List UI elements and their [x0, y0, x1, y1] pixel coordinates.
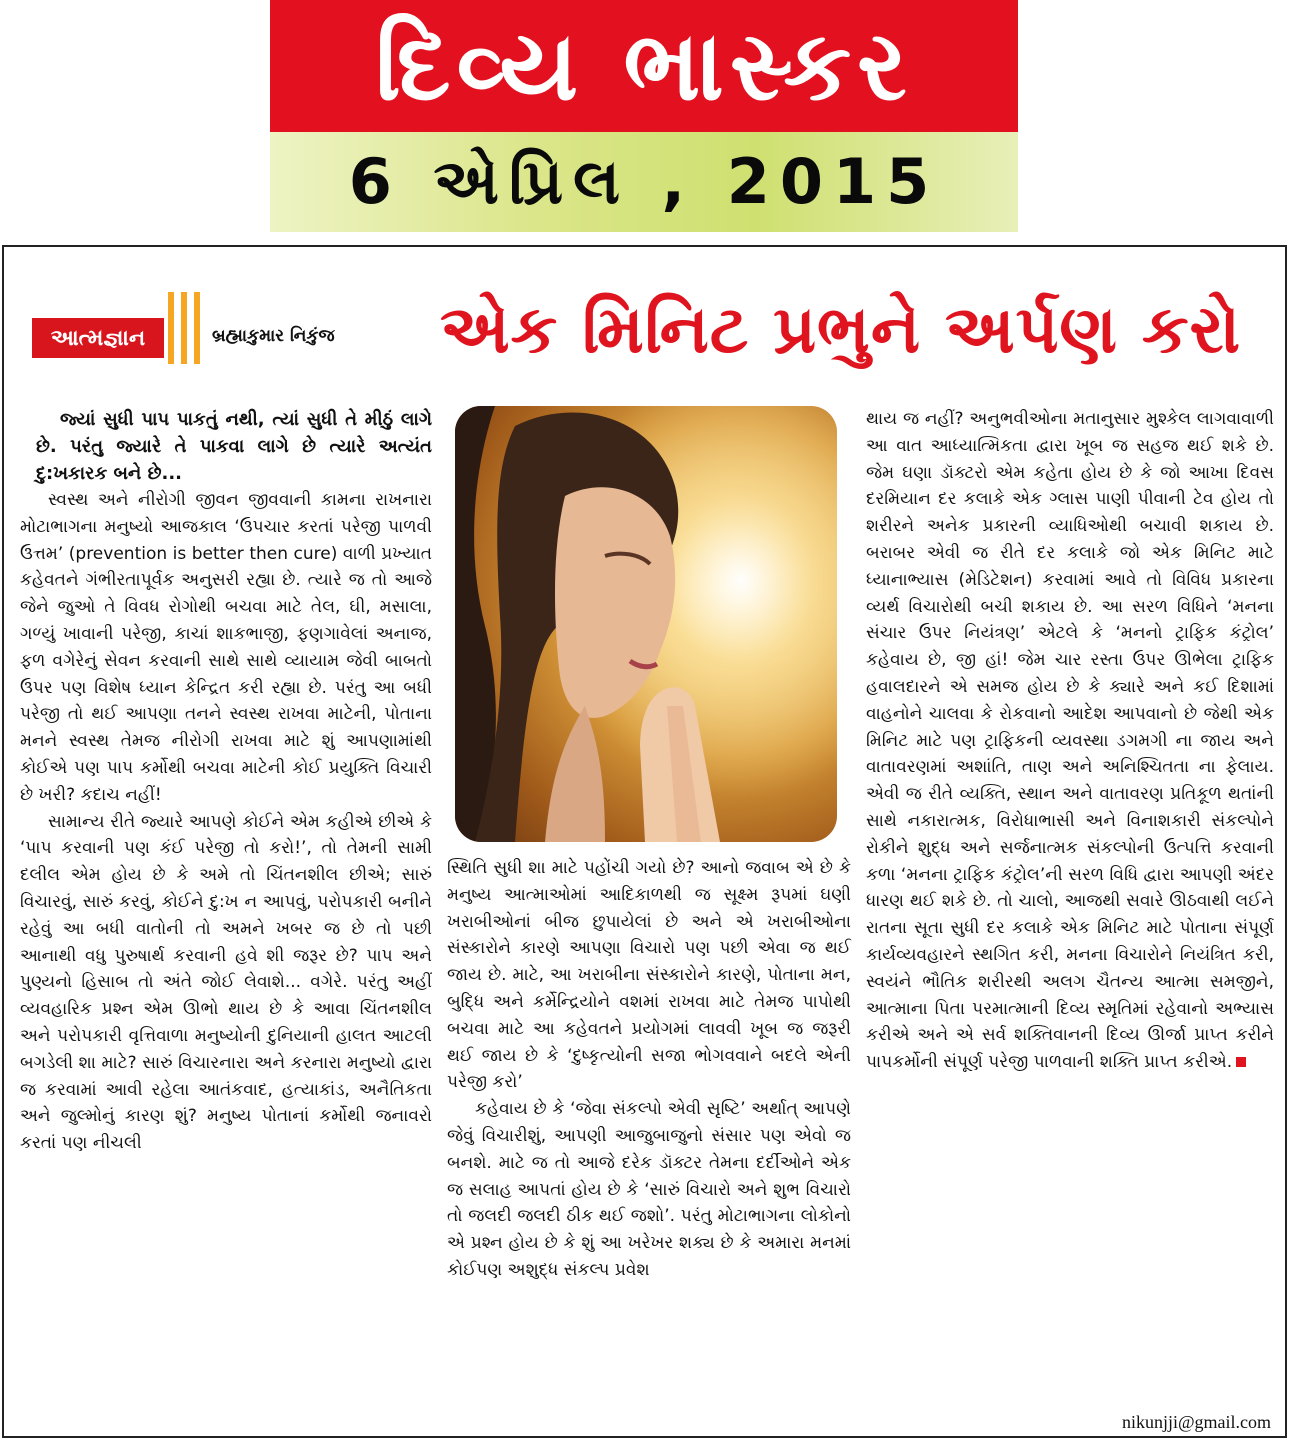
article-paragraph-text: થાય જ નહીં? અનુભવીઓના મતાનુસાર મુશ્કેલ લાગવાવાળી આ વાત આધ્યાત્મિકતા દ્વારા ખૂબ જ સહજ થઈ શકે છે. જેમ ઘણા ડૉક્ટરો એમ કહેતા હોય છે કે જો આખા દિવસ દરમિયાન દર કલાકે એક ગ્લાસ પાણી પીવાની ટેવ હોય તો શરીરને અનેક પ્રકારની વ્યાધિઓથી બચાવી શકાય છે. બરાબર એવી જ રીતે દર કલાકે જો એક મિનિટ માટે ધ્યાનાભ્યાસ (મેડિટેશન) કરવામાં આવે તો વિવિધ પ્રકારના વ્યર્થ વિચારોથી બચી શકાય છે. આ સરળ વિધિને ‘મનના સંચાર ઉપર નિયંત્રણ’ એટલે કે ‘મનનો ટ્રાફિક કંટ્રોલ’ કહેવાય છે, જી હાં! જેમ ચાર રસ્તા ઉપર ઊભેલા ટ્રાફિક હવાલદારને એ સમજ હોય છે કે ક્યારે અને કઈ દિશામાં વાહનોને ચાલવા કે રોકવાનો આદેશ આપવાનો છે જેથી એક મિનિટ માટે પણ ટ્રાફિકની વ્યવસ્થા ડગમગી ના જાય અને વાતાવરણમાં અશાંતિ, તાણ અને અનિશ્ચિતતા ના ફેલાય. એવી જ રીતે વ્યક્તિ, સ્થાન અને વાતાવરણ પ્રતિકૂળ થતાંની સાથે નકારાત્મક, વિરોધાભાસી અને વિનાશકારી સંકલ્પોને રોકીને શુદ્ધ અને સર્જનાત્મક સંકલ્પોની ઉત્પત્તિ કરવાની કળા ‘મનના ટ્રાફિક કંટ્રોલ’ની સરળ વિધિ દ્વારા આપણી અંદર ધારણ થઈ શકે છે. તો ચાલો, આજથી સવારે ઊઠવાથી લઈને રાતના સૂતા સુધી દર કલાકે એક મિનિટ માટે પોતાના સંપૂર્ણ કાર્યવ્યવહારને સ્થગિત કરી, મનના વિચારોને નિયંત્રિત કરી, સ્વયંને ભૌતિક શરીરથી અલગ ચૈતન્ય આત્મા સમજીને, આત્માના પિતા પરમાત્માની દિવ્ય સ્મૃતિમાં રહેવાનો અભ્યાસ કરીએ અને એ સર્વ શક્તિવાનની દિવ્ય ઊર્જા પ્રાપ્ત કરીને પાપકર્મોની સંપૂર્ણ પરેજી પાળવાની શક્તિ પ્રાપ્ત કરીએ.: [866, 409, 1274, 1073]
masthead-title: દિવ્ય ભાસ્કર: [375, 10, 913, 122]
section-tag-bars-icon: [168, 292, 206, 364]
article-column-1: [20, 406, 432, 1157]
article-lede: જ્યાં સુધી પાપ પાકતું નથી, ત્યાં સુધી તે મીઠું લાગે છે. પરંતુ જ્યારે તે પાકવા લાગે છે ત્યારે અત્યંત દુ:ખકારક બને છે...: [36, 409, 432, 484]
article-paragraph: સ્વસ્થ અને નીરોગી જીવન જીવવાની કામના રાખનારા મોટાભાગના મનુષ્યો આજકાલ ‘ઉપચાર કરતાં પરેજી પાળવી ઉત્તમ’ (prevention is better then cure) વાળી પ્રખ્યાત કહેવતને ગંભીરતાપૂર્વક અનુસરી રહ્યા છે. ત્યારે જ તો આજે જેને જુઓ તે વિવધ રોગોથી બચવા માટે તેલ, ઘી, મસાલા, ગળ્યું ખાવાની પરેજી, કાચાં શાકભાજી, ફણગાવેલાં અનાજ, ફળ વગેરેનું સેવન કરવાની સાથે સાથે વ્યાયામ જેવી બાબતો ઉપર પણ વિશેષ ધ્યાન કેન્દ્રિત કરી રહ્યા છે. પરંતુ આ બધી પરેજી તો થઈ આપણા તનને સ્વસ્થ રાખવા માટેની, પોતાના મનને સ્વસ્થ તેમજ નીરોગી રાખવા માટે શું આપણામાંથી કોઈએ પણ પાપ કર્મોથી બચવા માટેની કોઈ પ્રયુક્તિ વિચારી છે ખરી? કદાચ નહીં!: [20, 490, 432, 805]
masthead-logo: [270, 0, 1018, 132]
date-band: [270, 132, 1018, 232]
praying-woman-photo: [455, 406, 837, 842]
article-paragraph: કહેવાય છે કે ‘જેવા સંકલ્પો એવી સૃષ્ટિ’ અર્થાત્ આપણે જેવું વિચારીશું, આપણી આજુબાજુનો સંસાર પણ એવો જ બનશે. માટે જ તો આજે દરેક ડૉક્ટર તેમના દર્દીઓને એક જ સલાહ આપતાં હોય છે કે ‘સારું વિચારો અને શુભ વિચારો તો જલદી જલદી ઠીક થઈ જશો’. પરંતુ મોટાભાગના લોકોનો એ પ્રશ્ન હોય છે કે શું આ ખરેખર શક્ય છે કે અમારા મનમાં કોઈપણ અશુદ્ધ સંકલ્પ પ્રવેશ: [447, 1099, 851, 1280]
byline: બ્રહ્માકુમાર નિકુંજ: [212, 326, 335, 346]
article-column-3: [866, 406, 1274, 1076]
headline: એક મિનિટ પ્રભુને અર્પણ કરો: [440, 291, 1242, 368]
article-paragraph: સામાન્ય રીતે જ્યારે આપણે કોઈને એમ કહીએ છીએ કે ‘પાપ કરવાની પણ કંઈ પરેજી તો કરો!’, તો તેમની સામી દલીલ એમ હોય છે કે અમે તો ચિંતનશીલ છીએ; સારું વિચારવું, સારું કરવું, કોઈને દુ:ખ ન આપવું, પરોપકારી બનીને રહેવું આ બધી વાતોની તો અમને ખબર જ છે તો પછી આનાથી વધુ પુરુષાર્થ કરવાની હવે શી જરૂર છે? પાપ અને પુણ્યનો હિસાબ તો અંતે જોઈ લેવાશે... વગેરે. પરંતુ અહીં વ્યવહારિક પ્રશ્ન એમ ઊભો થાય છે કે આવા ચિંતનશીલ અને પરોપકારી વૃત્તિવાળા મનુષ્યોની દુનિયાની હાલત આટલી બગડેલી શા માટે? સારું વિચારનારા અને કરનારા મનુષ્યો દ્વારા જ કરવામાં આવી રહેલા આતંકવાદ, હત્યાકાંડ, અનૈતિકતા અને જુલ્મોનું કારણ શું? મનુષ્ય પોતાનાં કર્મોથી જનાવરો કરતાં પણ નીચલી: [20, 811, 432, 1154]
end-mark-icon: [1236, 1057, 1246, 1067]
article-column-2: [447, 855, 851, 1284]
author-email: nikunjji@gmail.com: [1121, 1412, 1271, 1432]
section-tag: આત્મજ્ઞાન: [32, 318, 164, 358]
article-paragraph: [866, 406, 1274, 1076]
publication-date: 6 એપ્રિલ , 2015: [348, 145, 940, 218]
article-paragraph: સ્થિતિ સુધી શા માટે પહોંચી ગયો છે? આનો જવાબ એ છે કે મનુષ્ય આત્માઓમાં આદિકાળથી જ સૂક્ષ્મ રૂપમાં ઘણી ખરાબીઓનાં બીજ છુપાયેલાં છે અને એ ખરાબીઓના સંસ્કારોને કારણે આપણા વિચારો પણ પછી એવા જ થઈ જાય છે. માટે, આ ખરાબીના સંસ્કારોને કારણે, પોતાના મન, બુદ્ધિ અને કર્મેન્દ્રિયોને વશમાં રાખવા માટે તેમજ પાપોથી બચવા માટે આ કહેવતને પ્રયોગમાં લાવવી ખૂબ જ જરૂરી થઈ જાય છે કે ‘દુષ્કૃત્યોની સજા ભોગવવાને બદલે એની પરેજી કરો’: [447, 858, 851, 1093]
